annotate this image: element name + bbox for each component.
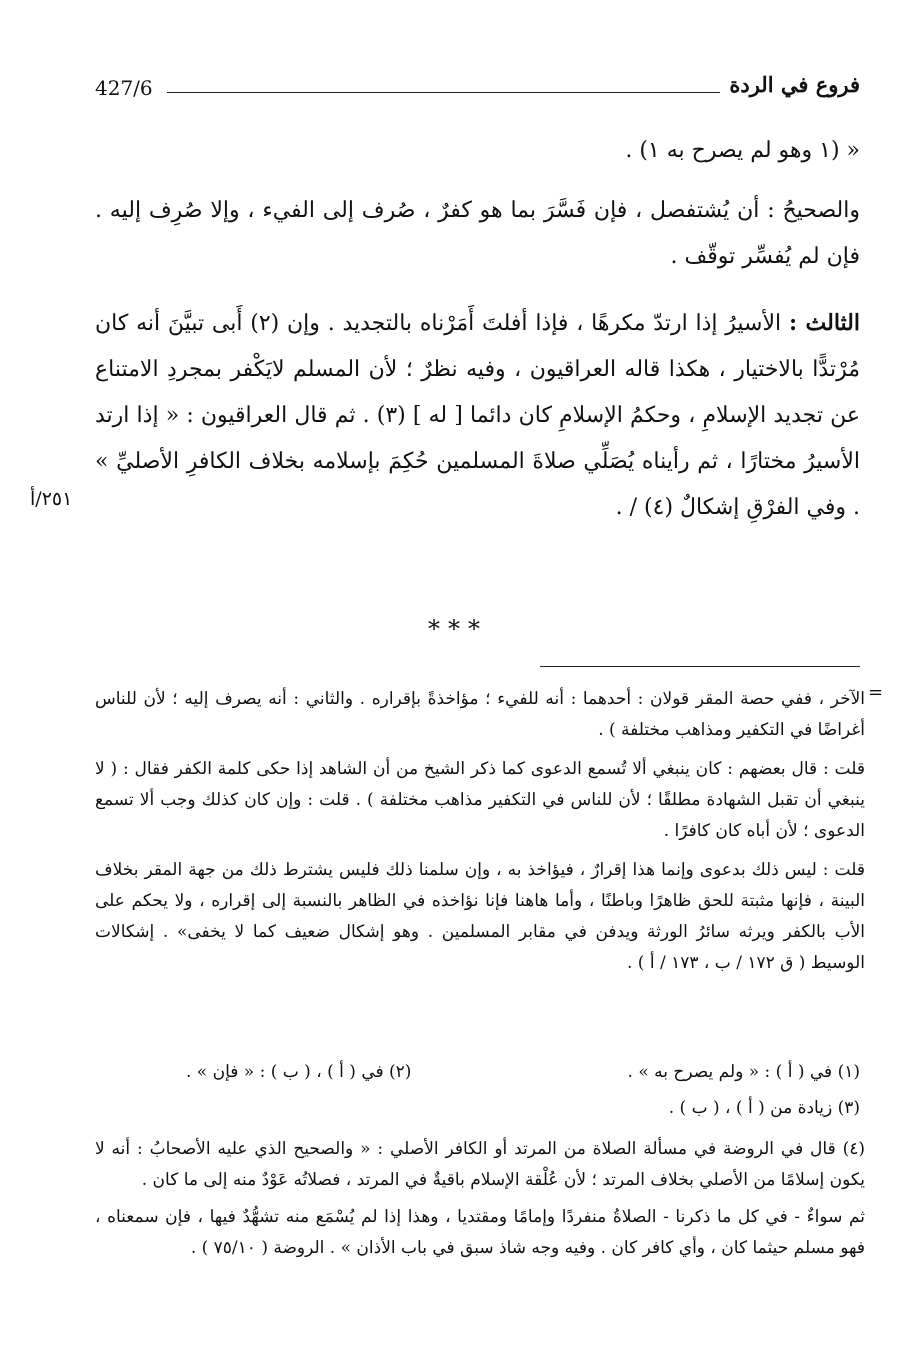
third-heading: الثالث : [788,310,860,336]
footnote-continued-1: الآخر ، ففي حصة المقر قولان : أحدهما : أنه للفيء ؛ مؤاخذةً بإقراره . والثاني : أنه يصرف إليه ؛ لأن للناس أغراضًا في التكفير ومذاهب مختلفة ) . [95,689,865,740]
footnote-continuation-mark: = [868,682,884,703]
footnotes-continued [95,684,865,979]
paragraph-3-text: الأسيرُ إذا ارتدّ مكرهًا ، فإذا أفلتَ أَمَرْناه بالتجديد . وإن (٢) أَبى تبيَّنَ أنه كان مُرْتدًّا بالاختيار ، هكذا قاله العراقيون ، وفيه نظرٌ ؛ لأن المسلم لايَكْفر بمجردِ الامتناع عن تجديد الإسلامِ ، وحكمُ الإسلامِ كان دائما [ له ] (٣) . ثم قال العراقيون : « إذا ارتد الأسيرُ مختارًا ، ثم رأيناه يُصَلِّي صلاةَ المسلمين حُكِمَ بإسلامه بخلاف الكافرِ الأصليِّ » . وفي الفرْقِ إشكالٌ (٤) / . [95,311,860,520]
footnote-4: (٤) قال في الروضة في مسألة الصلاة من المرتد أو الكافر الأصلي : « والصحيح الذي عليه الأصحابُ : أنه لا يكون إسلامًا من الأصلي بخلاف المرتد ؛ لأن عُلْقة الإسلام باقيةٌ في المرتد ، فصلاتُه عَوْدٌ منه إلى ما كان . [95,1139,865,1190]
margin-folio-ref: ٢٥١/أ [30,488,73,510]
footnote-continued-3: قلت : ليس ذلك بدعوى وإنما هذا إقرارٌ ، فيؤاخذ به ، وإن سلمنا ذلك فليس يشترط ذلك من جهة المقر بخلاف البينة ، فإنها مثبتة للحق ظاهرًا وباطنًا ، وأما هاهنا فإنا نؤاخذه في الظاهر بالنسبة إلى إقراره ، ولا يحكم على الأب بالكفر ويرثه سائرُ الورثة ويدفن في مقابر المسلمين . وهو إشكال ضعيف كما لا يخفى» . إشكالات الوسيط ( ق ١٧٢ / ب ، ١٧٣ / أ ) . [95,860,865,973]
footnote-4-continued: ثم سواءٌ - في كل ما ذكرنا - الصلاةُ منفردًا وإمامًا ومقتديا ، وهذا إذا لم يُسْمَع منه تشهُّدٌ فيها ، فإن سمعناه ، فهو مسلم حيثما كان ، وأي كافر كان . وفيه وجه شاذ سبق في باب الأذان » . الروضة ( ٧٥/١٠ ) . [95,1207,865,1258]
section-separator: *** [428,615,488,643]
paragraph-2: والصحيحُ : أن يُشتفصل ، فإن فَسَّرَ بما هو كفرٌ ، صُرف إلى الفيء ، وإلا صُرِف إليه . فإن لم يُفسِّر توقّف . [95,198,860,269]
running-title: فروع في الردة [729,72,860,97]
footnote-rule [540,666,860,667]
page-header [95,72,860,106]
footnote-1: (١) في ( أ ) : « ولم يصرح به » . [627,1062,860,1082]
paragraph-1: « (١ وهو لم يصرح به ١) . [625,138,860,163]
footnote-continued-2: قلت : قال بعضهم : كان ينبغي ألا تُسمع الدعوى كما ذكر الشيخ من أن الشاهد إذا حكى كلمة الكفر فقال : ( لا ينبغي أن تقبل الشهادة مطلقًا ؛ لأن للناس في التكفير مذاهب مختلفة ) . قلت : وإن كان كذلك وجب ألا تسمع الدعوى ؛ لأن أباه كان كافرًا . [95,759,865,841]
footnote-4-block [95,1134,865,1264]
paragraph-3 [95,300,860,531]
footnote-2: (٢) في ( أ ) ، ( ب ) : « فإن » . [186,1062,412,1082]
header-rule [167,92,720,93]
footnote-3: (٣) زيادة من ( أ ) ، ( ب ) . [668,1098,860,1118]
page-number: 427/6 [95,76,153,100]
main-text [95,128,860,531]
